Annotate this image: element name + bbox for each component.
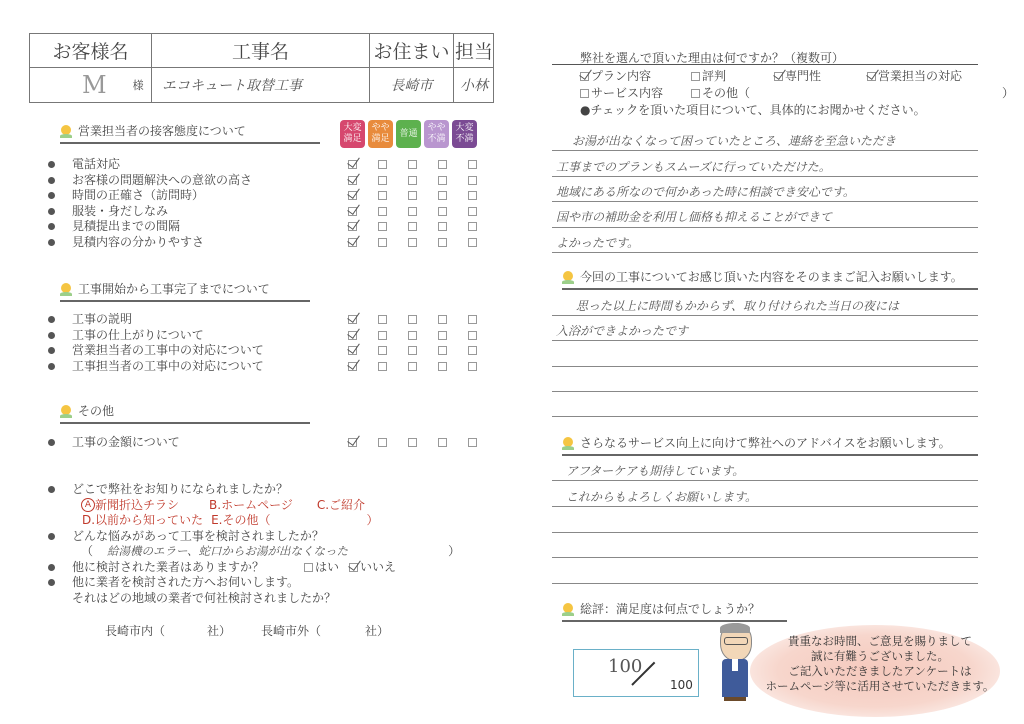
checkbox[interactable] bbox=[408, 222, 417, 231]
rating-row bbox=[348, 359, 498, 375]
reasons-title: 弊社を選んで頂いた理由は何ですか？（複数可） bbox=[580, 51, 845, 65]
construction-items bbox=[48, 312, 264, 374]
checkbox[interactable] bbox=[408, 362, 417, 371]
checkbox[interactable] bbox=[468, 191, 477, 200]
checkbox[interactable] bbox=[408, 160, 417, 169]
checkbox[interactable] bbox=[378, 176, 387, 185]
option-c[interactable]: C.ご紹介 bbox=[316, 497, 366, 512]
rating-row bbox=[348, 328, 498, 344]
reason-answer-line: 地域にある所なので何かあった時に相談でき安心です。 bbox=[556, 185, 855, 199]
mascot-shirt bbox=[732, 659, 738, 671]
rating-very-dissatisfied: 大変不満 bbox=[452, 120, 477, 148]
section-title: 今回の工事についてお感じ頂いた内容をそのままご記入お願いします。 bbox=[580, 270, 963, 284]
section-header-sales bbox=[60, 122, 320, 144]
other-items bbox=[48, 435, 180, 451]
rating-row bbox=[348, 204, 498, 220]
col-header-customer: お客様名 bbox=[30, 34, 152, 68]
question-label: 他に業者を検討された方へお伺いします。 bbox=[72, 575, 300, 589]
checkbox-expertise-checked[interactable] bbox=[774, 72, 783, 81]
checkbox[interactable] bbox=[468, 362, 477, 371]
reason-answer-line: よかったです。 bbox=[556, 236, 640, 250]
checkbox[interactable] bbox=[378, 191, 387, 200]
checkbox-yes[interactable] bbox=[304, 563, 313, 572]
source-options-row2 bbox=[48, 513, 508, 529]
inside-city-label: 長崎市内（ bbox=[105, 624, 166, 638]
checkbox-no-checked[interactable] bbox=[349, 563, 358, 572]
rating-scale-header bbox=[340, 120, 477, 148]
section-header-other bbox=[60, 402, 310, 424]
rating-very-satisfied: 大変満足 bbox=[340, 120, 365, 148]
rating-somewhat-satisfied: やや満足 bbox=[368, 120, 393, 148]
checkbox[interactable] bbox=[468, 207, 477, 216]
checkbox[interactable] bbox=[468, 176, 477, 185]
reasons-row2 bbox=[580, 85, 1014, 102]
checkbox[interactable] bbox=[438, 176, 447, 185]
paren-open: （ bbox=[81, 544, 94, 558]
item-label: 工事の金額について bbox=[72, 435, 180, 449]
section-title: その他 bbox=[78, 404, 115, 418]
checkbox[interactable] bbox=[378, 207, 387, 216]
bullet-icon bbox=[48, 486, 55, 493]
yes-label: はい bbox=[315, 559, 340, 574]
score-max: 100 bbox=[670, 678, 693, 692]
item-label: 工事の仕上がりについて bbox=[72, 327, 204, 342]
outside-city-label: 長崎市外（ bbox=[261, 624, 322, 638]
checkbox[interactable] bbox=[408, 191, 417, 200]
checkbox[interactable] bbox=[408, 315, 417, 324]
bullet-icon bbox=[48, 239, 55, 246]
customer-name: M bbox=[82, 71, 107, 99]
flower-icon bbox=[562, 437, 574, 451]
item-label: 電話対応 bbox=[72, 157, 121, 171]
bullet-icon bbox=[48, 177, 55, 184]
checkbox[interactable] bbox=[408, 346, 417, 355]
thanks-line: 貴重なお時間、ご意見を賜りまして bbox=[788, 634, 972, 648]
rating-row bbox=[348, 343, 498, 359]
item-label: 工事の説明 bbox=[72, 312, 133, 326]
mascot-glasses bbox=[724, 637, 748, 645]
checkbox[interactable] bbox=[438, 438, 447, 447]
detail-prompt: ●チェックを頂いた項目について、具体的にお聞かせください。 bbox=[580, 103, 926, 117]
advice-answer-line: アフターケアも期待しています。 bbox=[566, 464, 745, 478]
checkbox[interactable] bbox=[438, 315, 447, 324]
flower-icon bbox=[562, 603, 574, 617]
mascot-hair bbox=[720, 623, 750, 633]
checkbox[interactable] bbox=[468, 438, 477, 447]
answer-line bbox=[552, 532, 978, 533]
section-title: さらなるサービス向上に向けて弊社へのアドバイスをお願いします。 bbox=[580, 436, 951, 450]
rating-item bbox=[48, 359, 264, 375]
section-title: 総評：満足度は何点でしょうか？ bbox=[580, 602, 761, 616]
option-a-circled[interactable]: A bbox=[81, 498, 95, 512]
rating-row bbox=[348, 157, 498, 173]
flower-icon bbox=[562, 271, 574, 285]
col-header-project: 工事名 bbox=[152, 34, 370, 68]
staff-name: 小林 bbox=[460, 78, 488, 94]
vendor-count-row bbox=[105, 622, 389, 639]
customer-name-cell bbox=[30, 68, 152, 102]
checkbox[interactable] bbox=[378, 346, 387, 355]
section-header-construction bbox=[60, 280, 310, 302]
rating-row bbox=[348, 235, 498, 251]
checkbox[interactable] bbox=[408, 438, 417, 447]
reason-expertise: 専門性 bbox=[785, 69, 822, 83]
col-header-residence: お住まい bbox=[370, 34, 454, 68]
sales-items bbox=[48, 157, 252, 250]
checkbox[interactable] bbox=[378, 438, 387, 447]
rating-item bbox=[48, 204, 252, 220]
rating-item bbox=[48, 328, 264, 344]
question-label: どんな悩みがあって工事を検討されましたか？ bbox=[72, 528, 324, 543]
thanks-line: ご記入いただきましたアンケートは bbox=[788, 664, 972, 678]
checkbox[interactable] bbox=[468, 346, 477, 355]
reason-sales-response: 営業担当の対応 bbox=[878, 69, 963, 83]
reason-other: その他（ bbox=[702, 86, 751, 100]
bullet-icon bbox=[48, 533, 55, 540]
bullet-icon bbox=[48, 223, 55, 230]
option-b[interactable]: B.ホームページ bbox=[209, 497, 293, 512]
section-header-advice bbox=[562, 434, 978, 456]
reason-other-close: ） bbox=[1002, 86, 1015, 100]
option-d[interactable]: D.以前から知っていた bbox=[82, 513, 204, 527]
answer-line bbox=[552, 201, 978, 202]
checkbox[interactable] bbox=[408, 238, 417, 247]
inside-city-unit: 社） bbox=[207, 624, 232, 638]
customer-suffix: 様 bbox=[132, 79, 144, 92]
answer-line bbox=[552, 366, 978, 367]
item-label: お客様の問題解決への意欲の高さ bbox=[72, 172, 253, 187]
option-e-close: ） bbox=[366, 513, 379, 527]
bullet-icon bbox=[48, 564, 55, 571]
mascot-illustration bbox=[716, 623, 754, 703]
checkbox-checked[interactable] bbox=[348, 160, 357, 169]
checkbox[interactable] bbox=[468, 315, 477, 324]
flower-icon bbox=[60, 405, 72, 419]
thanks-line: 誠に有難うございました。 bbox=[811, 649, 949, 663]
impression-answer-line: 入浴ができよかったです bbox=[556, 324, 689, 338]
checkbox[interactable] bbox=[468, 222, 477, 231]
checkbox[interactable] bbox=[438, 346, 447, 355]
item-label: 見積内容の分かりやすさ bbox=[72, 234, 205, 249]
section-header-overall bbox=[562, 600, 787, 622]
checkbox[interactable] bbox=[438, 238, 447, 247]
answer-line bbox=[552, 391, 978, 392]
customer-info-table bbox=[29, 33, 494, 103]
answer-line bbox=[552, 315, 978, 316]
reasons-row1 bbox=[580, 68, 1014, 85]
question-label: 他に検討された業者はありますか？ bbox=[72, 559, 265, 574]
option-a-label: 新聞折込チラシ bbox=[95, 497, 180, 512]
checkbox[interactable] bbox=[378, 160, 387, 169]
checkbox[interactable] bbox=[438, 331, 447, 340]
answer-line bbox=[552, 557, 978, 558]
impression-answer-line: 思った以上に時間もかからず、取り付けられた当日の夜には bbox=[576, 299, 900, 313]
checkbox-plan-checked[interactable] bbox=[580, 72, 589, 81]
rating-row bbox=[348, 219, 498, 235]
checkbox[interactable] bbox=[468, 160, 477, 169]
bullet-icon bbox=[48, 363, 55, 370]
rating-item bbox=[48, 343, 264, 359]
question-concern bbox=[48, 529, 508, 545]
rating-row bbox=[348, 188, 498, 204]
checkbox[interactable] bbox=[378, 331, 387, 340]
checkbox-checked[interactable] bbox=[348, 191, 357, 200]
checkbox-checked[interactable] bbox=[348, 222, 357, 231]
rating-item bbox=[48, 312, 264, 328]
flower-icon bbox=[60, 125, 72, 139]
answer-line bbox=[552, 227, 978, 228]
reason-answer-line: 工事までのプランもスムーズに行っていただけた。 bbox=[556, 160, 831, 174]
rating-item bbox=[48, 188, 252, 204]
checkbox[interactable] bbox=[408, 331, 417, 340]
bullet-icon bbox=[48, 347, 55, 354]
checkbox[interactable] bbox=[378, 315, 387, 324]
checkbox-checked[interactable] bbox=[348, 362, 357, 371]
checkbox[interactable] bbox=[378, 222, 387, 231]
checkbox-other[interactable] bbox=[691, 89, 700, 98]
rating-item bbox=[48, 235, 252, 251]
checkbox[interactable] bbox=[378, 362, 387, 371]
checkbox-checked[interactable] bbox=[348, 346, 357, 355]
item-label: 見積提出までの間隔 bbox=[72, 219, 181, 233]
score-value: 100 bbox=[608, 656, 643, 677]
mascot-shoes bbox=[724, 697, 746, 701]
question-other-vendors bbox=[48, 560, 508, 576]
rating-item bbox=[48, 219, 252, 235]
rating-row bbox=[348, 173, 498, 189]
rating-somewhat-dissatisfied: やや不満 bbox=[424, 120, 449, 148]
reasons-options bbox=[580, 68, 1014, 119]
outside-city-unit: 社） bbox=[365, 624, 390, 638]
rating-item bbox=[48, 173, 252, 189]
paren-close: ） bbox=[448, 544, 461, 558]
no-label: いいえ bbox=[360, 559, 397, 574]
answer-line bbox=[552, 416, 978, 417]
item-label: 服装・身だしなみ bbox=[72, 203, 169, 218]
rating-row bbox=[348, 435, 498, 451]
checkbox[interactable] bbox=[438, 207, 447, 216]
checkbox[interactable] bbox=[378, 238, 387, 247]
answer-line bbox=[552, 340, 978, 341]
checkbox-checked[interactable] bbox=[348, 331, 357, 340]
rating-item bbox=[48, 435, 180, 451]
question-source bbox=[48, 482, 508, 498]
checkbox[interactable] bbox=[408, 176, 417, 185]
answer-line bbox=[552, 176, 978, 177]
thanks-message bbox=[755, 634, 1005, 694]
concern-answer: 給湯機のエラー、蛇口からお湯が出なくなった bbox=[107, 544, 349, 558]
checkbox-checked[interactable] bbox=[348, 438, 357, 447]
bullet-icon bbox=[48, 161, 55, 168]
checkbox-reputation[interactable] bbox=[691, 72, 700, 81]
item-label: 工事担当者の工事中の対応について bbox=[72, 358, 264, 373]
reasons-title-underline bbox=[552, 64, 978, 65]
questions bbox=[48, 482, 508, 606]
reason-answer-line: お湯が出なくなって困っていたところ、連絡を至急いただき bbox=[572, 134, 897, 148]
residence: 長崎市 bbox=[370, 68, 454, 102]
checkbox-checked[interactable] bbox=[348, 315, 357, 324]
checkbox-sales-response-checked[interactable] bbox=[867, 72, 876, 81]
bullet-icon bbox=[48, 579, 55, 586]
source-options-row1 bbox=[48, 498, 508, 514]
section-title: 営業担当者の接客態度について bbox=[78, 124, 246, 138]
section-title: 工事開始から工事完了までについて bbox=[78, 282, 270, 296]
flower-icon bbox=[60, 283, 72, 297]
rating-item bbox=[48, 157, 252, 173]
section-header-impressions bbox=[562, 268, 978, 290]
bullet-icon bbox=[48, 439, 55, 446]
reason-plan: プラン内容 bbox=[591, 69, 652, 83]
col-header-staff: 担当 bbox=[454, 34, 494, 68]
checkbox[interactable] bbox=[438, 160, 447, 169]
answer-line bbox=[552, 252, 978, 253]
reason-answer-line: 国や市の補助金を利用し価格も抑えることができて bbox=[556, 210, 833, 224]
score-box[interactable] bbox=[573, 649, 699, 697]
bullet-icon bbox=[48, 208, 55, 215]
item-label: 営業担当者の工事中の対応について bbox=[72, 343, 264, 357]
checkbox-checked[interactable] bbox=[348, 176, 357, 185]
bullet-icon bbox=[48, 316, 55, 323]
checkbox[interactable] bbox=[438, 191, 447, 200]
answer-line bbox=[552, 480, 978, 481]
project-name: エコキュート取替工事 bbox=[152, 68, 370, 102]
answer-line bbox=[552, 583, 978, 584]
bullet-icon bbox=[48, 332, 55, 339]
checkbox-checked[interactable] bbox=[348, 238, 357, 247]
concern-answer-row bbox=[48, 544, 508, 560]
reason-reputation: 評判 bbox=[702, 69, 727, 83]
thanks-line: ホームページ等に活用させていただきます。 bbox=[765, 679, 995, 693]
option-e[interactable]: E.その他（ bbox=[211, 513, 271, 527]
checkbox[interactable] bbox=[468, 331, 477, 340]
reason-service: サービス内容 bbox=[591, 86, 664, 100]
checkbox[interactable] bbox=[408, 207, 417, 216]
checkbox-service[interactable] bbox=[580, 89, 589, 98]
checkbox[interactable] bbox=[438, 222, 447, 231]
question-vendor-region-line2: それはどの地域の業者で何社検討されましたか？ bbox=[72, 590, 337, 605]
bullet-icon bbox=[48, 192, 55, 199]
answer-line bbox=[552, 506, 978, 507]
rating-row bbox=[348, 312, 498, 328]
checkbox[interactable] bbox=[438, 362, 447, 371]
answer-line bbox=[552, 150, 978, 151]
question-vendor-region bbox=[48, 575, 508, 591]
checkbox[interactable] bbox=[468, 238, 477, 247]
question-label: どこで弊社をお知りになられましたか？ bbox=[72, 482, 289, 496]
rating-neutral: 普通 bbox=[396, 120, 421, 148]
item-label: 時間の正確さ（訪問時） bbox=[72, 188, 205, 202]
advice-answer-line: これからもよろしくお願いします。 bbox=[566, 490, 758, 504]
checkbox-checked[interactable] bbox=[348, 207, 357, 216]
